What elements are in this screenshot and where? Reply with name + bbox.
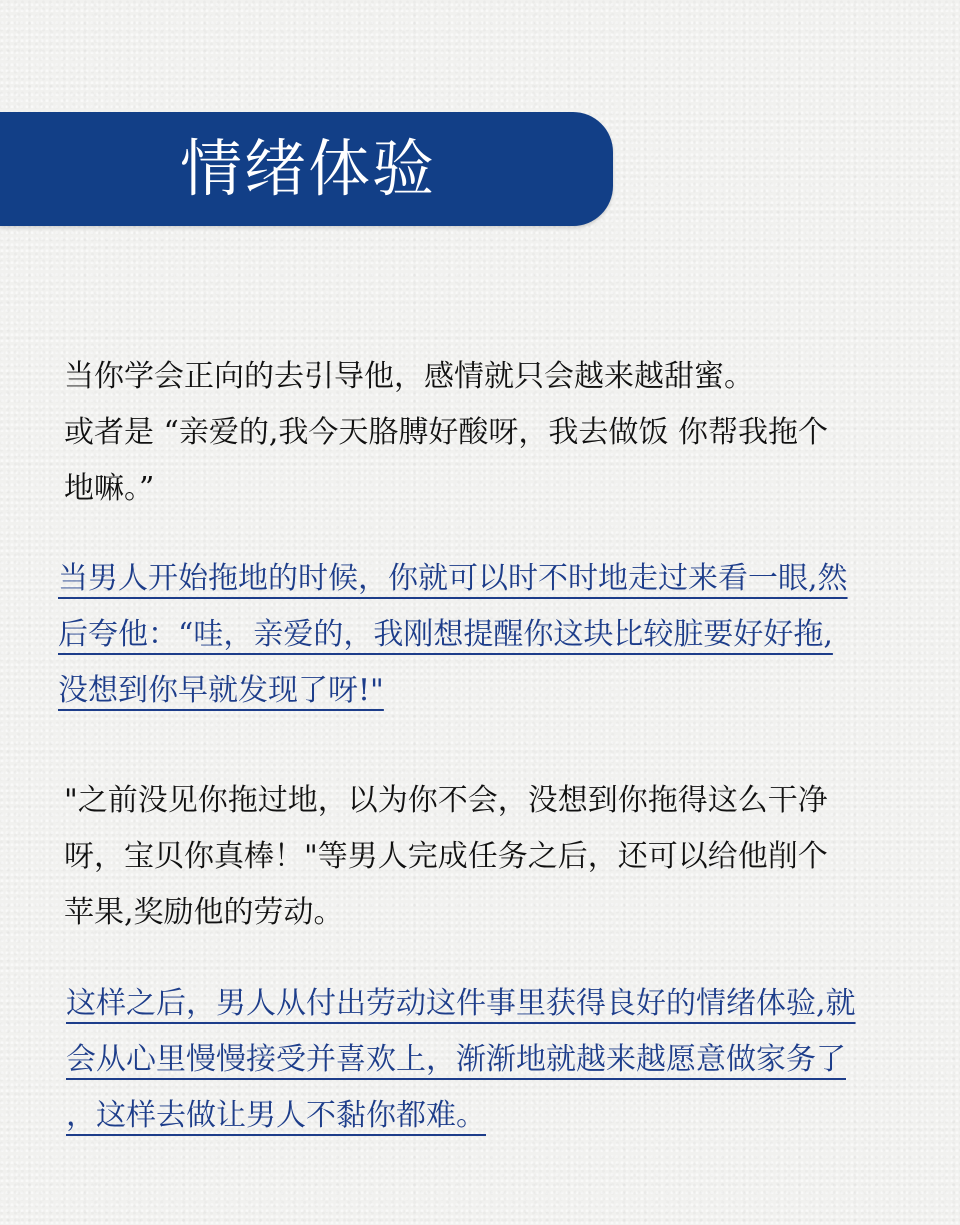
text-line: 呀，宝贝你真棒！"等男人完成任务之后，还可以给他削个 xyxy=(64,839,828,874)
underlined-line xyxy=(58,551,848,607)
paragraph-reward xyxy=(64,773,828,941)
underlined-text: 当男人开始拖地的时候，你就可以时不时地走过来看一眼,然 xyxy=(58,561,848,596)
underlined-line xyxy=(66,1088,856,1144)
underlined-line xyxy=(66,1032,856,1088)
paragraph-highlight-praise xyxy=(58,551,848,719)
underlined-line xyxy=(58,607,848,663)
paragraph-highlight-conclusion xyxy=(66,976,856,1144)
underlined-text: ，这样去做让男人不黏你都难。 xyxy=(66,1098,486,1133)
text-line: 当你学会正向的去引导他，感情就只会越来越甜蜜。 xyxy=(64,359,754,394)
underlined-text: 后夸他：“哇，亲爱的，我刚想提醒你这块比较脏要好好拖, xyxy=(58,617,833,652)
underlined-text: 会从心里慢慢接受并喜欢上，渐渐地就越来越愿意做家务了 xyxy=(66,1042,846,1077)
text-line: "之前没见你拖过地，以为你不会，没想到你拖得这么干净 xyxy=(64,783,828,818)
text-line: 或者是 “亲爱的,我今天胳膊好酸呀，我去做饭 你帮我拖个 xyxy=(64,415,828,450)
text-line: 苹果,奖励他的劳动。 xyxy=(64,895,344,930)
underlined-text: 没想到你早就发现了呀!" xyxy=(58,673,384,708)
page-title: 情绪体验 xyxy=(180,132,437,205)
paragraph-intro xyxy=(64,349,828,517)
text-line: 地嘛。” xyxy=(64,471,155,506)
underlined-line xyxy=(66,976,856,1032)
underlined-line xyxy=(58,663,848,719)
title-banner xyxy=(0,112,613,226)
underlined-text: 这样之后，男人从付出劳动这件事里获得良好的情绪体验,就 xyxy=(66,986,856,1021)
